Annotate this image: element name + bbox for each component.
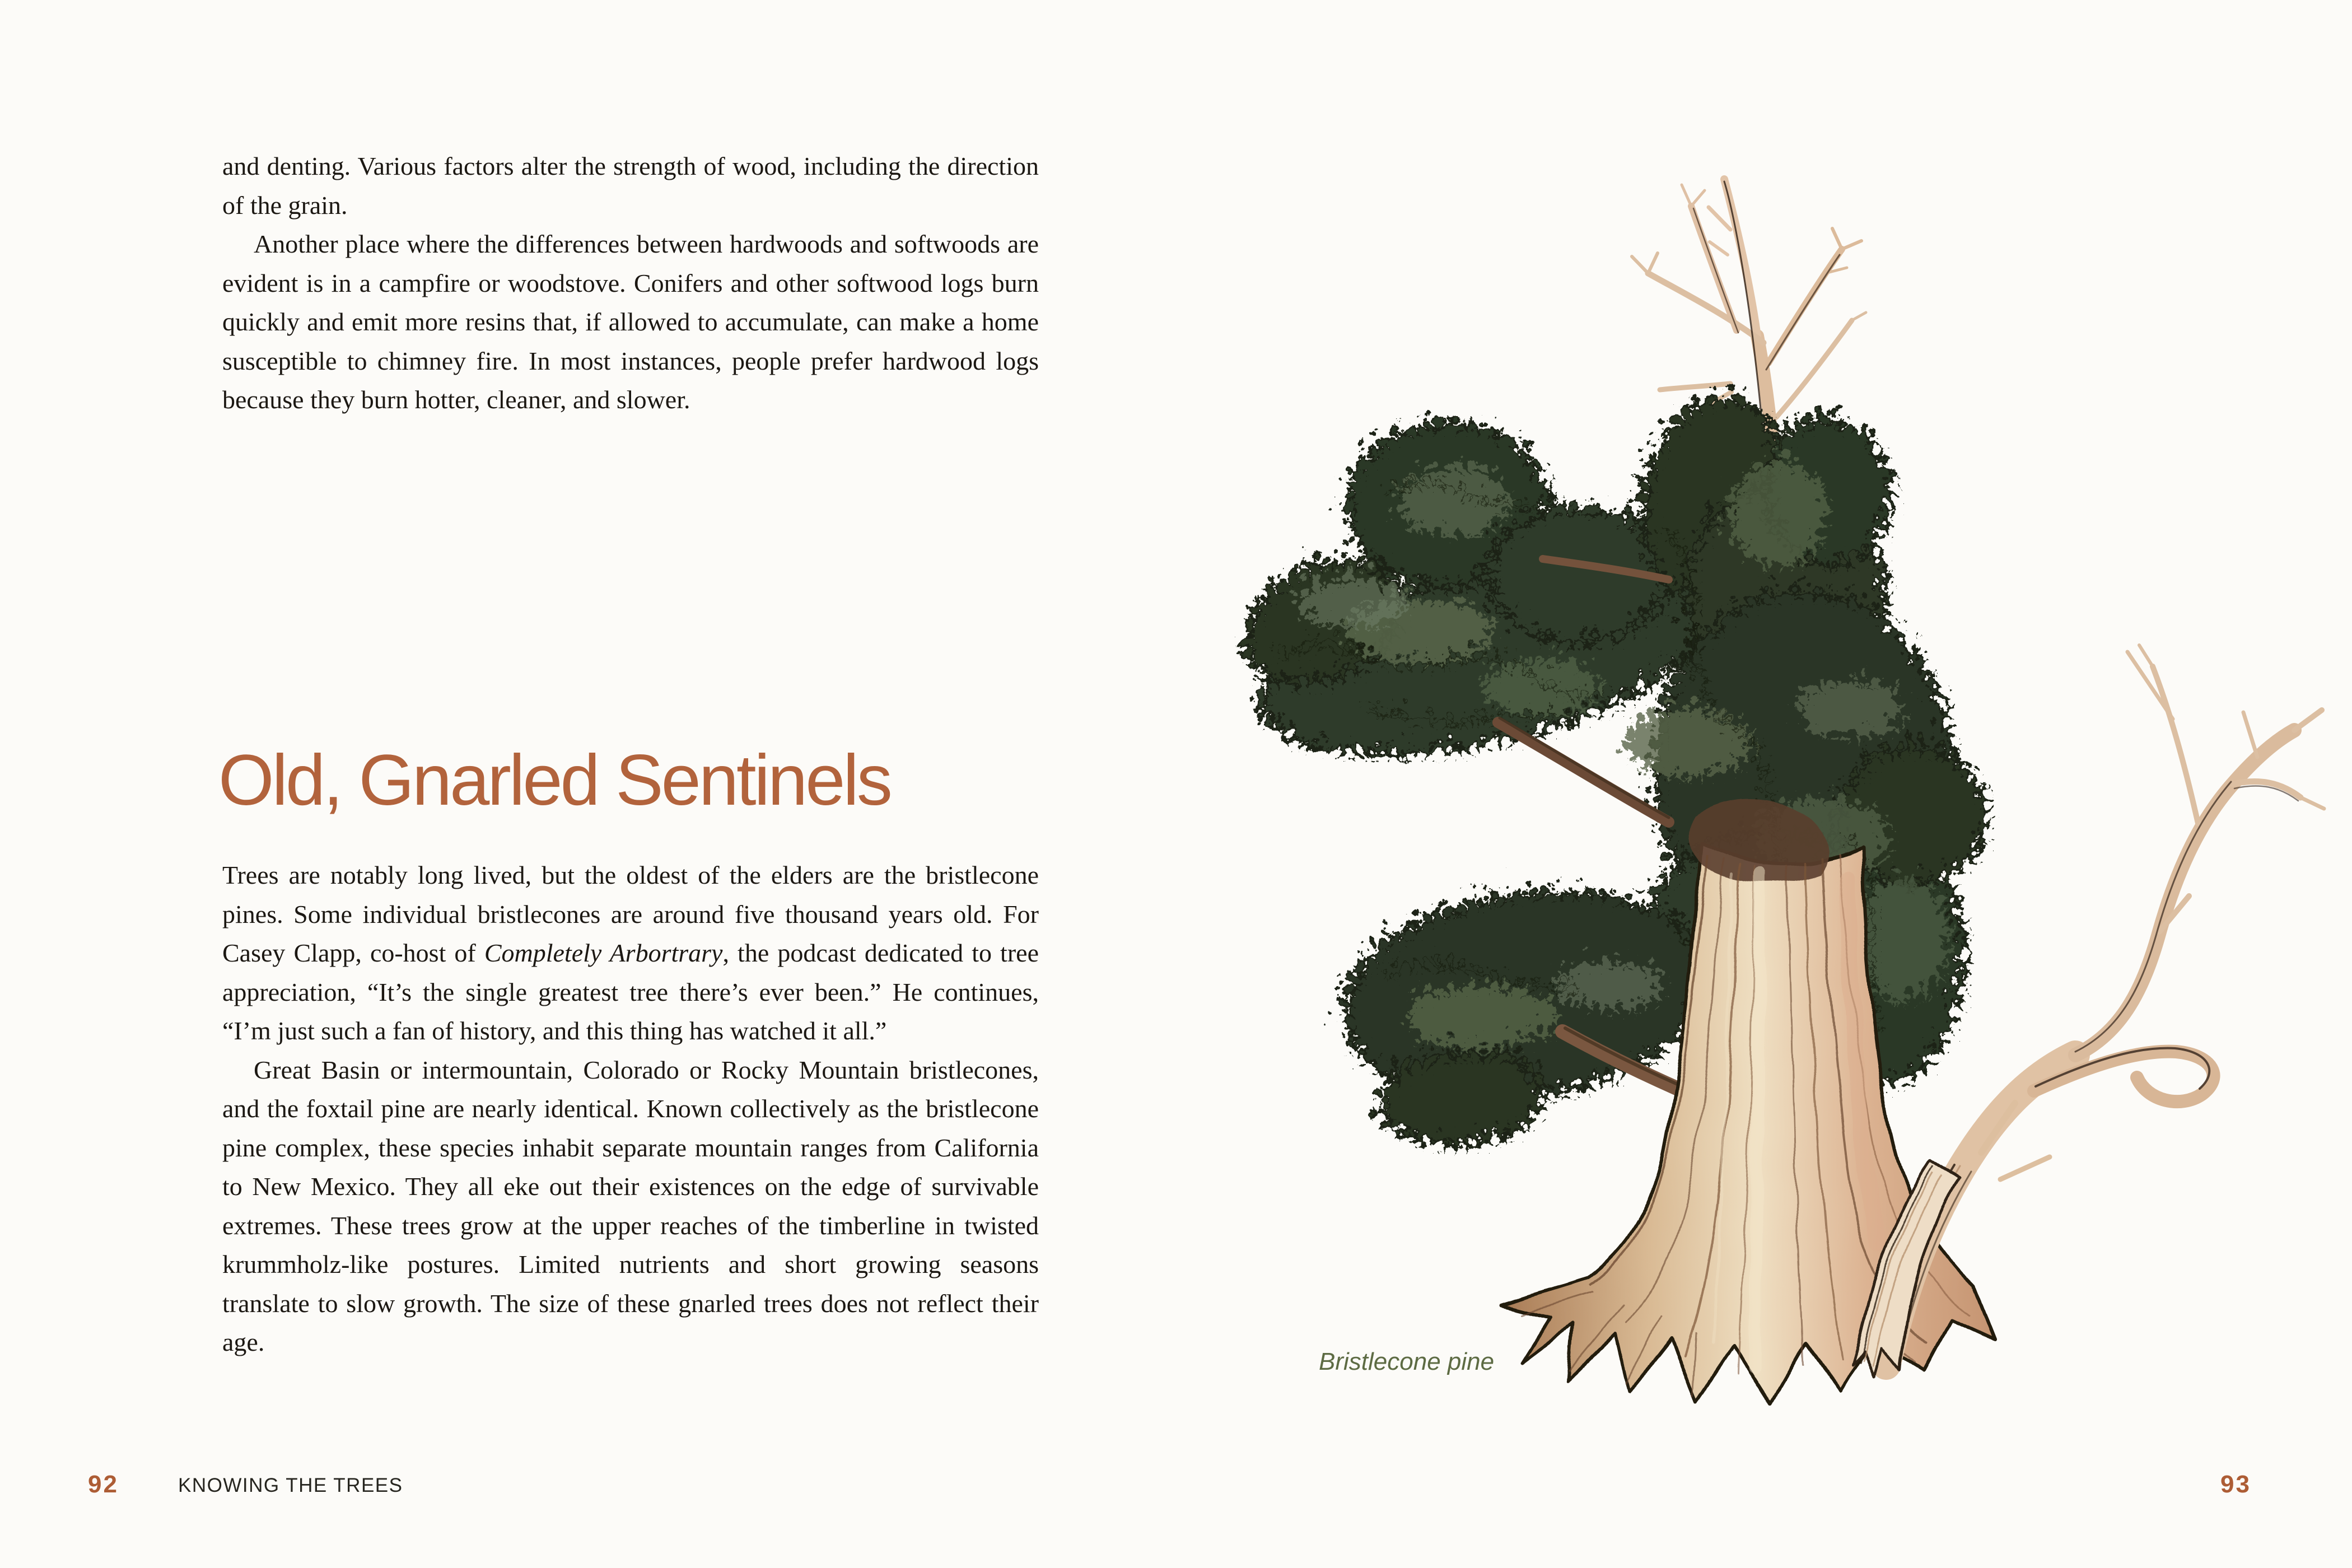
page-number-left: 92	[88, 1471, 119, 1498]
body-text-block-bottom	[222, 856, 1039, 1362]
running-head: KNOWING THE TREES	[178, 1474, 403, 1496]
section-heading: Old, Gnarled Sentinels	[218, 740, 890, 820]
bristlecone-pine-illustration	[1176, 0, 2352, 1568]
book-title-italic: Completely Arbortrary	[484, 939, 723, 967]
paragraph: and denting. Various factors alter the strength of wood, including the direction of the grain.	[222, 152, 1039, 220]
paragraph: Great Basin or intermountain, Colorado or Rocky Mountain bristlecones, and the foxtail pine are nearly identical. Known collectively as the bristlecone pine complex, these species inhabit separate mountain ranges from California to New Mexico. They all eke out their existences on the edge of survivable extremes. These trees grow at the upper reaches of the timberline in twisted krummholz-like postures. Limited nutrients and short growing seasons translate to slow growth. The size of these gnarled trees does not reflect their age.	[222, 1055, 1039, 1356]
paragraph	[222, 856, 1039, 1051]
body-text-block-top	[222, 147, 1039, 419]
illustration-caption: Bristlecone pine	[1319, 1348, 1495, 1375]
page-number-right: 93	[2220, 1471, 2251, 1498]
paragraph-text: , the podcast dedicated to tree appreciation, “It’s the single greatest tree there’s ever been.” He continues, “I’m just such a fan of history, and this thing has watched it all.”	[222, 939, 1039, 1045]
paragraph-text: Trees are notably long lived, but the oldest of the elders are the bristlecone pines. Some individual bristlecones are around five thousand years old. For Casey Clapp, co-host of	[222, 861, 1039, 967]
paragraph: Another place where the differences between hardwoods and softwoods are evident is in a campfire or woodstove. Conifers and other softwood logs burn quickly and emit more resins that, if allowed to accumulate, can make a home susceptible to chimney fire. In most instances, people prefer hardwood logs because they burn hotter, cleaner, and slower.	[222, 230, 1039, 414]
